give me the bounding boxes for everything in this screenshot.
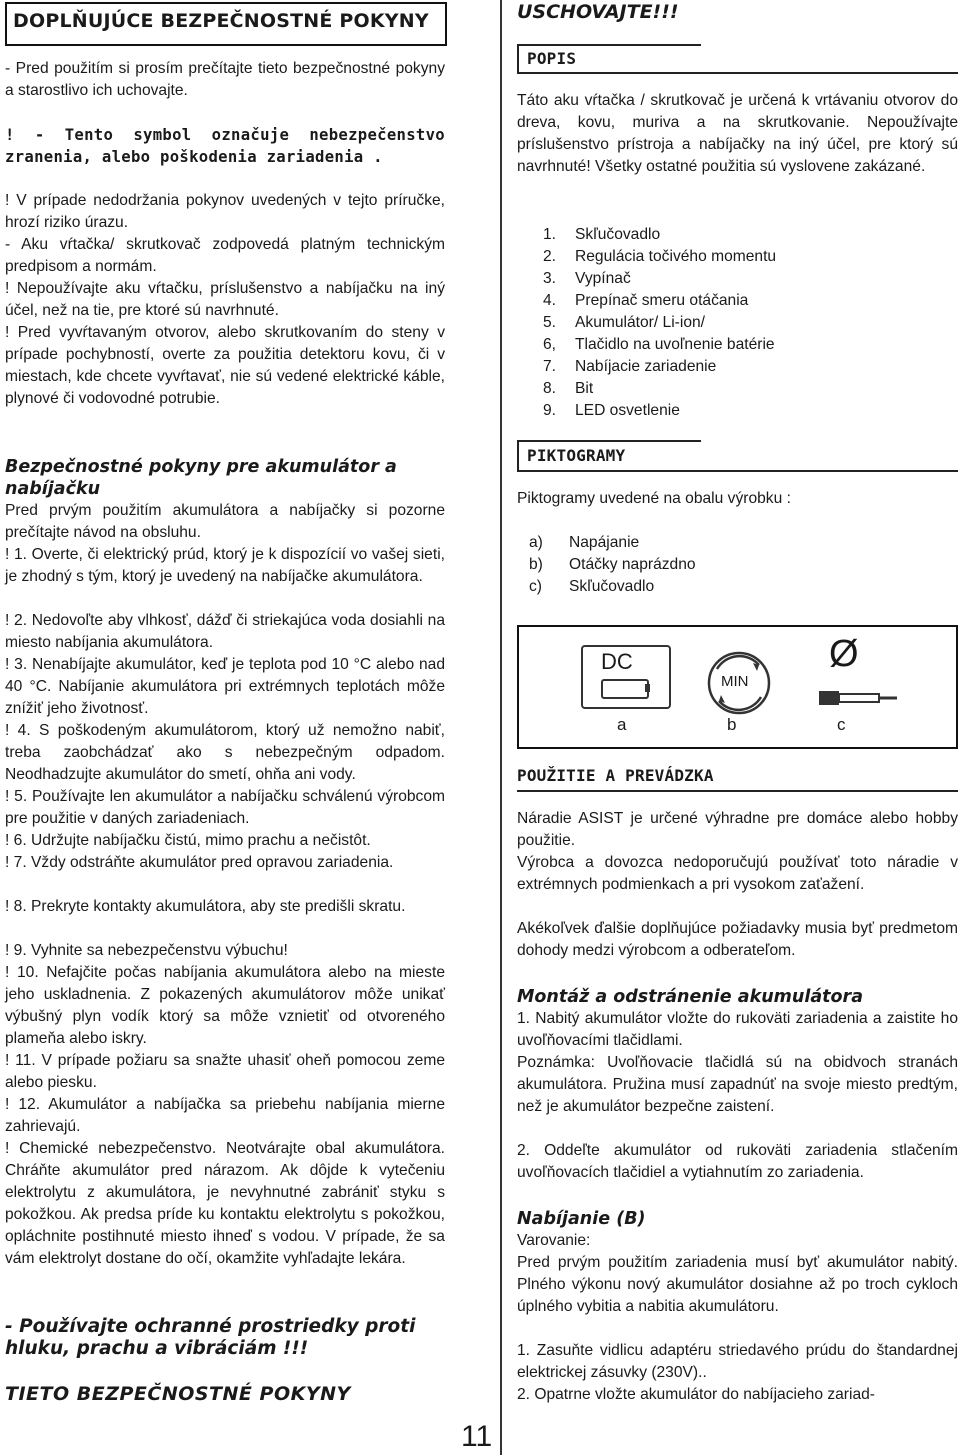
icon-label-a: a [617, 715, 627, 734]
part-item-text: Prepínač smeru otáčania [575, 292, 749, 309]
battery-item-5: ! 5. Používajte len akumulátor a nabíjačku schválenú výrobcom pre použitie v daných zariadeniach. [5, 788, 445, 827]
part-item-text: Regulácia točivého momentu [575, 248, 777, 265]
charging-step-1: 1. Zasuňte vidlicu adaptéru striedavého prúdu do štandardnej elektrickej zásuvky (230V).. [517, 1342, 958, 1381]
charging-text-1: Pred prvým použitím zariadenia musí byť akumulátor nabitý. Plného výkonu nový akumulátor dosiahne až po troch cykloch úplného vybitia a nabitia akumulátoru. [517, 1254, 958, 1315]
usage-heading: POUŽITIE A PREVÁDZKA [517, 766, 714, 785]
pictogram-item-number: b) [529, 556, 543, 573]
part-item-text: Bit [575, 380, 594, 397]
page-number: 11 [461, 1420, 493, 1453]
warning-p3: ! Nepoužívajte aku vŕtačku, príslušenstvo a nabíjačku na iný účel, než na tie, pre ktoré sú navrhnuté. [5, 280, 445, 319]
part-item-text: Nabíjacie zariadenie [575, 358, 717, 375]
mounting-note: Poznámka: Uvoľňovacie tlačidlá sú na obidvoch stranách akumulátora. Pružina musí zapadnúť na svoje miesto predtým, než je akumulátor bezpečne zaistení. [517, 1054, 958, 1115]
battery-item-4: ! 4. S poškodeným akumulátorom, ktorý už nemožno nabiť, treba zaobchádzať ako s nebezpečným odpadom. Neodhadzujte akumulátor do smetí, ohňa ani vody. [5, 722, 445, 783]
pictogram-item-number: a) [529, 534, 543, 551]
battery-item-12: ! 12. Akumulátor a nabíjačka sa priebehu nabíjania mierne zahrievajú. [5, 1096, 445, 1135]
safety-header: DOPLŇUJÚCE BEZPEČNOSTNÉ POKYNY [13, 10, 429, 32]
part-item [517, 400, 958, 422]
part-item-number: 9. [543, 402, 557, 419]
battery-item-1: ! 1. Overte, či elektrický prúd, ktorý je k dispozícií vo vašej sieti, je zhodný s tým, ktorý je uvedený na nabíjačke akumulátora. [5, 546, 445, 585]
dc-label: DC [601, 649, 633, 674]
pikto-tab: PIKTOGRAMY [517, 440, 701, 470]
part-item-text: Tlačidlo na uvoľnenie batérie [575, 336, 775, 353]
battery-heading: Bezpečnostné pokyny pre akumulátor a nabíjačku [5, 457, 397, 499]
icon-label-c: c [837, 715, 846, 734]
part-item-number: 1. [543, 226, 557, 243]
charging-warning-label: Varovanie: [517, 1232, 591, 1249]
part-item-number: 6, [543, 336, 557, 353]
part-item [517, 334, 958, 356]
battery-item-9: ! 9. Vyhnite sa nebezpečenstvu výbuchu! [5, 942, 288, 959]
battery-item-2: ! 2. Nedovoľte aby vlhkosť, dážď či striekajúca voda dosiahli na miesto nabíjania akumulátora. [5, 612, 445, 651]
charging-heading: Nabíjanie (B) [517, 1209, 646, 1229]
mounting-step-2: 2. Oddeľte akumulátor od rukoväti zariadenia stlačením uvoľňovacích tlačidiel a vytiahnutím zo zariadenia. [517, 1142, 958, 1181]
part-item-number: 4. [543, 292, 557, 309]
part-item [517, 378, 958, 400]
battery-item-8: ! 8. Prekryte kontakty akumulátora, aby ste predišli skratu. [5, 898, 406, 915]
usage-text-1: Náradie ASIST je určené výhradne pre domáce alebo hobby použitie. [517, 810, 958, 849]
popis-text: Táto aku vŕtačka / skrutkovač je určená k vrtávaniu otvorov do dreva, kovu, muriva a na skrutkovanie. Nepoužívajte príslušenstvo prístroja a nabíjačky na iný účel, pre ktorý sú navrhnuté! Všetky ostatné použitia sú vyslovene zakázané. [517, 92, 958, 175]
pictogram-item [517, 554, 958, 576]
chemical-hazard: ! Chemické nebezpečenstvo. Neotvárajte obal akumulátora. Chráňte akumulátor pred nárazom. Ak dôjde k vytečeniu elektrolytu z akumulátora, je nevyhnutné zabrániť styku s pokožkou. Ak predsa príde ku kontaktu elektrolytu s pokožkou, opláchnite postihnuté miesto ihneď s vodou. V prípade, že sa vám elektrolyt dostane do očí, okamžite vyhľadajte lekára. [5, 1140, 445, 1267]
popis-tab: POPIS [517, 44, 701, 72]
pictogram-list [517, 532, 958, 598]
column-divider [500, 0, 502, 1455]
part-item [517, 290, 958, 312]
min-label: MIN [721, 673, 749, 690]
safety-header-box [5, 2, 447, 46]
battery-intro: Pred prvým použitím akumulátora a nabíjačky si pozorne prečítajte návod na obsluhu. [5, 502, 445, 541]
pictogram-item-text: Napájanie [569, 534, 640, 551]
warning-p2: - Aku vŕtačka/ skrutkovač zodpovedá platným technickým predpisom a normám. [5, 236, 445, 275]
pictogram-item [517, 532, 958, 554]
part-item [517, 246, 958, 268]
part-item-number: 7. [543, 358, 557, 375]
intro-text: - Pred použitím si prosím prečítajte tieto bezpečnostné pokyny a starostlivo ich uchovajte. [5, 60, 445, 99]
warning-p1: ! V prípade nedodržania pokynov uvedených v tejto príručke, hrozí riziko úrazu. [5, 192, 445, 231]
part-item-text: LED osvetlenie [575, 402, 680, 419]
protection-note: - Používajte ochranné prostriedky proti hluku, prachu a vibráciám !!! [5, 1316, 416, 1359]
part-item-text: Vypínač [575, 270, 631, 287]
popis-section-header [517, 44, 958, 74]
usage-text-2: Výrobca a dovozca nedoporučujú používať toto náradie v extrémnych podmienkach a pri vysokom zaťažení. [517, 854, 958, 893]
pikto-section-header [517, 440, 958, 472]
pictogram-item-number: c) [529, 578, 542, 595]
keep-instructions: TIETO BEZPEČNOSTNÉ POKYNY [5, 1383, 351, 1405]
dc-icon [581, 645, 671, 717]
battery-item-3: ! 3. Nenabíjajte akumulátor, keď je teplota pod 10 °C alebo nad 40 °C. Nabíjanie akumulátora pri extrémnych teplotách môže znížiť jeho životnosť. [5, 656, 445, 717]
chuck-diameter-icon [811, 633, 901, 723]
part-item-text: Skľučovadlo [575, 226, 661, 243]
popis-underline [517, 72, 958, 74]
rpm-icon [701, 645, 777, 721]
pikto-intro: Piktogramy uvedené na obalu výrobku : [517, 490, 791, 507]
pictogram-item-text: Otáčky naprázdno [569, 556, 696, 573]
pictogram-box [517, 625, 958, 749]
part-item [517, 312, 958, 334]
parts-list [517, 224, 958, 422]
warning-p4: ! Pred vyvŕtavaným otvorov, alebo skrutkovaním do steny v prípade pochybností, overte za použitia detektoru kovu, či v miestach, kde chcete vyvŕtavať, nie sú vedené elektrické káble, plynové či vodovodné potrubie. [5, 324, 445, 407]
mounting-heading: Montáž a odstránenie akumulátora [517, 987, 864, 1007]
diameter-symbol: Ø [829, 633, 859, 675]
pictogram-item [517, 576, 958, 598]
part-item-number: 2. [543, 248, 557, 265]
pictogram-item-text: Skľučovadlo [569, 578, 655, 595]
usage-underline [517, 790, 958, 792]
charging-step-2: 2. Opatrne vložte akumulátor do nabíjacieho zariad- [517, 1386, 875, 1403]
battery-item-6: ! 6. Udržujte nabíjačku čistú, mimo prachu a nečistôt. [5, 832, 371, 849]
battery-item-10: ! 10. Nefajčite počas nabíjania akumulátora alebo na mieste jeho uskladnenia. Z pokazených akumulátorov môže unikať výbušný plyn vodík ktorý sa môže vznietiť od otvoreného plameňa alebo iskry. [5, 964, 445, 1047]
part-item [517, 224, 958, 246]
part-item-number: 5. [543, 314, 557, 331]
part-item-text: Akumulátor/ Li-ion/ [575, 314, 706, 331]
battery-item-11: ! 11. V prípade požiaru sa snažte uhasiť oheň pomocou zeme alebo piesku. [5, 1052, 445, 1091]
icon-label-b: b [727, 715, 737, 734]
mounting-step-1: 1. Nabitý akumulátor vložte do rukoväti zariadenia a zaistite ho uvoľňovacími tlačidlami. [517, 1010, 958, 1049]
part-item-number: 8. [543, 380, 557, 397]
part-item [517, 356, 958, 378]
symbol-note: ! - Tento symbol označuje nebezpečenstvo zranenia, alebo poškodenia zariadenia . [5, 126, 445, 166]
usage-text-3: Akékoľvek ďalšie doplňujúce požiadavky musia byť predmetom dohody medzi výrobcom a odberateľom. [517, 920, 958, 959]
pikto-underline [517, 470, 958, 472]
keep-heading: USCHOVAJTE!!! [517, 1, 679, 23]
part-item-number: 3. [543, 270, 557, 287]
part-item [517, 268, 958, 290]
battery-item-7: ! 7. Vždy odstráňte akumulátor pred opravou zariadenia. [5, 854, 394, 871]
